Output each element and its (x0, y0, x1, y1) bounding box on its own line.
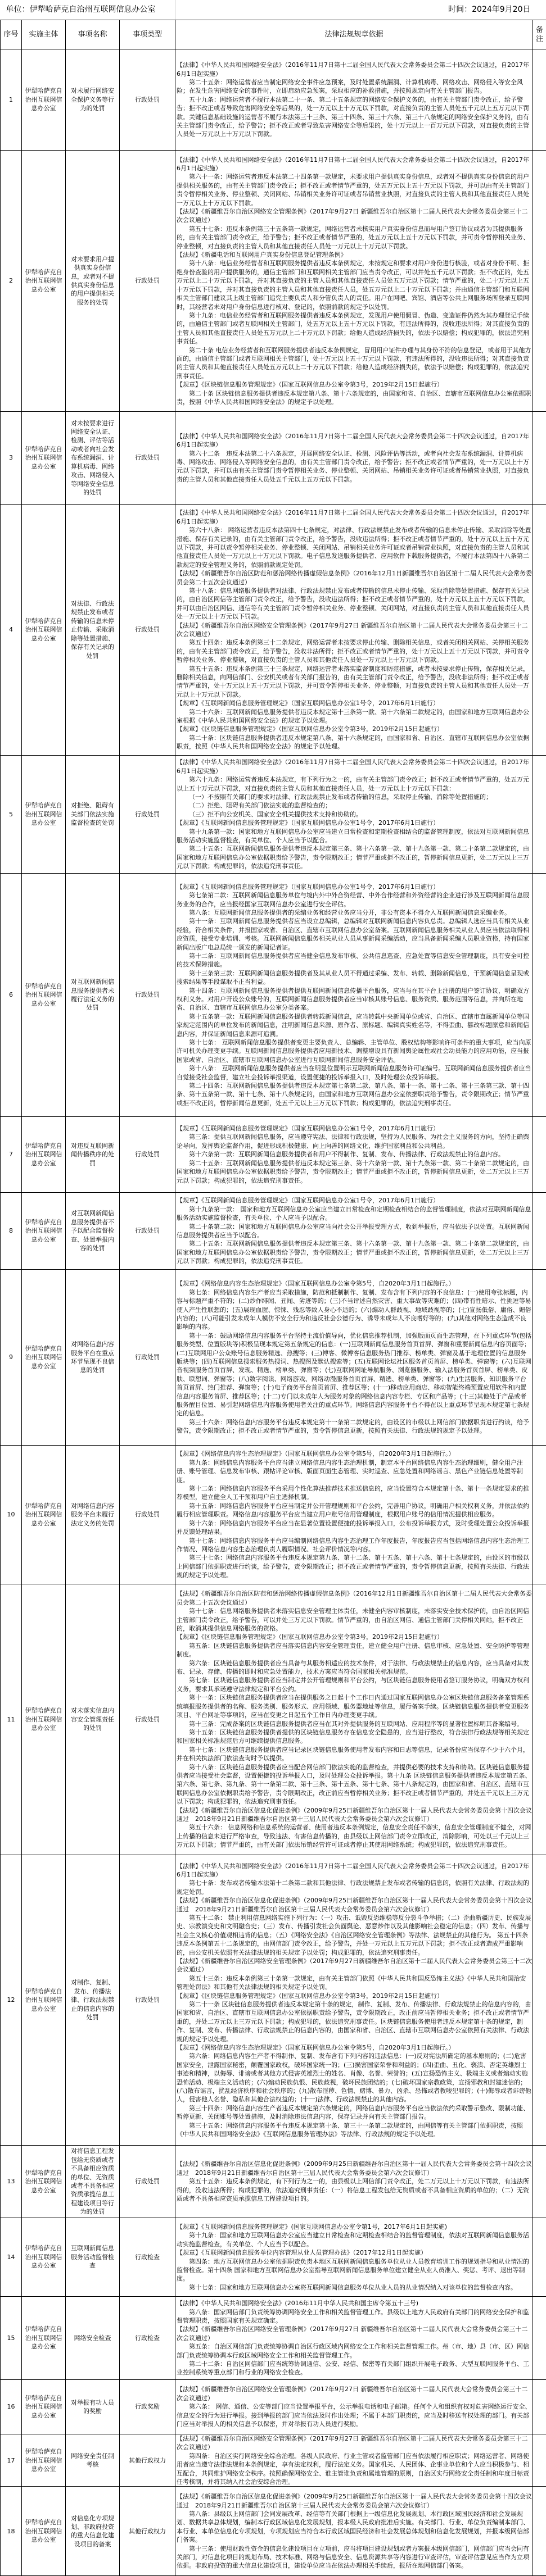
row-legal-basis (175, 874, 533, 1117)
row-subject: 伊犁哈萨克自治州互联网信息办公室 (22, 1446, 66, 1584)
col-header-note: 备注 (533, 20, 546, 49)
row-legal-basis (175, 1193, 533, 1270)
row-item-type: 行政处罚 (120, 49, 175, 151)
basis-article: 第十二条：网络信息内容服务平台采用个性化算法推荐技术推送信息的，应当设置符合本规定第十条、第十一条规定要求的推荐模型，建立健全人工干预和用户自主选择机制。 (177, 1485, 529, 1501)
row-item-name: 对违反互联网新闻传播秩序的处罚 (66, 1117, 120, 1193)
basis-article: 第三十四条：网络信息内容生产者违反本规定第六条规定的，网络信息内容服务平台应当依法依约采取警示整改、限制功能、暂停更新、关闭账号等处置措施，及时消除违法信息内容，保存记录并向有关主管部门报告。 (177, 2104, 529, 2121)
row-note (533, 412, 546, 505)
row-note (533, 874, 546, 1117)
title-row (1, 0, 546, 20)
row-seq: 2 (1, 151, 22, 412)
title-blank (533, 0, 546, 20)
basis-article: 第十八条： 互联网新闻信息服务提供者应当在明显位置明示互联网新闻信息服务许可证编号。互联网新闻信息服务提供者应当自觉接受社会监督，建立社会投诉举报渠道，设置便捷的投诉举报入口，及时处理公众投诉举报。 (177, 1065, 531, 1081)
basis-source: 【规章】《区块链信息服务管理规定》（国家互联网信息办公室令第3号，2019年2月15日起施行） (177, 1633, 443, 1641)
row-seq: 18 (1, 2487, 22, 2576)
basis-article: 第二十条 电信业务经营者和互联网服务提供者违反本条例规定，冒用用户证件办理与其身份不符的信息登记，或者用于其他方面的，由通信主管部门或者互联网相关主管部门，处十万元以上五十万元以下罚款，有违法所得的，没收违法所得；对其直接负责的主管人员和其他直接责任人员处五万元以上二十万元以下罚款；给他人造成经济损失的，依法予以赔偿；构成犯罪的，依法追究刑事责任。 (177, 346, 531, 380)
basis-source: 【法规】《新疆维吾尔自治区信息化促进条例》（2009年9月25日新疆维吾尔自治区第十一届人民代表大会常务委员会第十四次会议通过 2018年9月21日新疆维吾尔自治区第十三届人民代表大会常务委员会第六次会议修订） (177, 1897, 532, 1913)
row-subject: 伊犁哈萨克自治州互联网信息办公室 (22, 874, 66, 1117)
row-legal-basis (175, 1270, 533, 1446)
row-subject: 伊犁哈萨克自治州互联网信息办公室 (22, 2218, 66, 2297)
basis-article: 第二十五条：网络运营者应当制定网络安全事件应急预案，及时处置系统漏洞、计算机病毒、网络攻击、网络侵入等安全风险；在发生危害网络安全的事件时，立即启动应急预案，采取相应的补救措施，并按照规定向有关主管部门报告。 (177, 78, 523, 95)
basis-article: 第五条：区块链信息服务提供者应当落实信息内容安全管理责任，建立健全用户注册、信息审核、应急处置、安全防护等管理制度。 (177, 1642, 529, 1659)
table-row (1, 2434, 546, 2487)
basis-article: 第十五条：网络信息内容服务平台应当制定并公开管理规则和平台公约，完善用户协议，明确用户相关权利义务，并依法依约履行相应管理职责。网络信息内容服务平台应当建立用户账号信用管理制度，根据用户账号的信用情况提供相应服务。 (177, 1502, 529, 1519)
row-legal-basis (175, 1446, 533, 1584)
row-seq: 14 (1, 2218, 22, 2297)
basis-article: （一）不按照有关部门的要求对法律、行政法规禁止发布或者传输的信息，采取停止传输、消除等处置措施的； (189, 793, 492, 801)
basis-source: 【规章】《区块链信息服务管理规定》（国家互联网信息办公室令第3号，2019年2月15日起施行） (177, 725, 443, 733)
row-note (533, 2297, 546, 2380)
table-row (1, 505, 546, 756)
row-note (533, 1193, 546, 1270)
basis-article: 第八条：县级以上网信部门会同发展改革、经信等有关部门根据上一级信息化发展规划、本行政区域国民经济和社会发展规划、数据共享总体规划，编制本行政区域信息化发展规划，报本级人民政府批准后实施。有关部门、行业、单位负责编制本部门、本行业、本单位信息化专项规划，专项规划应当符合本行政区域国民经济和社会发展总体规划和信息化发展规划，并报本级网信部门备案。 (177, 2510, 529, 2544)
row-seq: 13 (1, 2146, 22, 2218)
table-row (1, 412, 546, 505)
basis-article: 第五十六条： 信息网络和信息系统的运营者、使用者违反本条例规定，信息安全责任不落实，信息安全管理制度不健全，对网上传播的信息未进行严格审查，导致违法、有害信息传播的，由县级以上网信部门责令立即改正，消除影响，可处以三千元以上三万元以下罚款；情节严重的，由有关部门依法吊销经营许可证或者停止其使用网络系统；构成犯罪的，依法追究刑事责任。 (177, 1824, 531, 1849)
row-subject: 伊犁哈萨克自治州互联网信息办公室 (22, 1584, 66, 1855)
basis-article: 第十九条：国家和地方互联网信息办公室应当建立日常检查和定期检查相结合的监督管理制度，依法对互联网新闻信息服务活动实施监督检查，有关单位、个人应当予以配合。 (177, 2232, 529, 2248)
date-label: 时间：2024年9月20日 (175, 0, 533, 20)
basis-article: 第五十五条：违反本条例规定，有下列行为之一的，由县级以上网信部门责令改正，处二万元以上十万元以下罚款，有违法所得的，没收违法所得；构成犯罪的，依法追究刑事责任：（一）将信息工程发包给无资质或者不具备相应资质的单位的；（二）无资质或者不具备相应资质承揽信息工程建设项目的。 (177, 2178, 529, 2203)
row-subject: 伊犁哈萨克自治州互联网信息办公室 (22, 1117, 66, 1193)
basis-source: 【法律】《中华人民共和国网络安全法》（2016年11月7日第十二届全国人民代表大会常务委员会第二十四次会议通过，自2017年6月1日起实施） (177, 758, 529, 775)
row-item-name: 对未履行网络安全保护义务等行为的处罚 (66, 49, 120, 151)
basis-article: 第十九条：电信业务经营者和互联网服务提供者违反本条例规定，发现用户使用假冒、伪造、变造证件仍然为其办理登记手续的，由通信主管部门或者互联网相关主管部门，处五万元以上五十万元以下罚款，有违法所得的，没收违法所得；对其直接负责的主管人员和其他直接责任人员处五万元以上二十万元以下罚款；给他人造成经济损失的，依法予以赔偿；构成犯罪的，依法追究刑事责任。 (177, 311, 529, 346)
basis-article: 第六十八条： 网络运营者违反本法第四十七条规定，对法律、行政法规禁止发布或者传输的信息未停止传输、采取消除等处置措施、保存有关记录的，由有关主管部门责令改正，给予警告，没收违法所得；拒不改正或者情节严重的，处十万元以上五十万元以下罚款，并可以责令暂停相关业务、停业整顿、关闭网站、吊销相关业务许可证或者吊销营业执照，对直接负责的主管人员和其他直接责任人员处一万元以上十万元以下罚款。电子信息发送服务提供者、应用软件下载服务提供者，不履行本法第四十八条第二款规定的安全管理义务的，依照前款规定处罚。 (177, 526, 531, 569)
basis-article: 第十七条：区块链信息服务提供者应当记录区块链信息服务使用者发布内容和日志等信息，记录备份应当保存不少于六个月，并在相关执法部门依法查询时予以提供。 (177, 1746, 529, 1762)
basis-article: 第十三条第三款：互联网新闻信息服务提供者及其从业人员不得通过采编、发布、转载、删除新闻信息，干预新闻信息呈现或搜索结果等手段谋取不正当利益。 (177, 969, 529, 986)
row-legal-basis (175, 1117, 533, 1193)
row-note (533, 151, 546, 412)
basis-article: 第四条：地方互联网信息办公室依据职责负责本地区互联网新闻信息服务单位从业人员教育培训工作的规划指导和从业情况的监督检查。第十四条 国家和地方互联网信息办公室指导互联网新闻信息服务单位建立健全从业人员准入、奖惩、考评、退出等制度。 (177, 2257, 529, 2283)
row-item-name: 网络安全责任制考核 (66, 2434, 120, 2487)
row-note (533, 2146, 546, 2218)
row-legal-basis (175, 2434, 533, 2487)
row-subject: 伊犁哈萨克自治州互联网信息办公室 (22, 1193, 66, 1270)
table-row (1, 1855, 546, 2146)
basis-article: 第十四条：互联网新闻信息服务提供者提供互联网新闻信息传播平台服务，应当与在其平台上注册的用户签订协议，明确双方权利义务。对用户开设公众账号的，互联网新闻信息服务提供者应当审核其账号信息、服务资质、服务范围等信息，并向所在地省、自治区、直辖市互联网信息办公室分类备案。 (177, 987, 529, 1012)
row-seq: 10 (1, 1446, 22, 1584)
row-item-type: 行政处罚 (120, 1446, 175, 1584)
row-seq: 3 (1, 412, 22, 505)
table-row (1, 1446, 546, 1584)
row-subject: 伊犁哈萨克自治州互联网信息办公室 (22, 2146, 66, 2218)
table-row (1, 2487, 546, 2576)
basis-article: 五十九条：网络运营者不履行本法第二十一条、第二十五条规定的网络安全保护义务的，由有关主管部门责令改正，给予警告；拒不改正或者导致危害网络安全等后果的，处一万元以上十万元以下罚款，对直接负责的主管人员处五千元以上五万元以下罚款。关键信息基础设施的运营者不履行本法第三十三条、第三十四条、第三十六条、第三十八条规定的网络安全保护义务的，由有关主管部门责令改正，给予警告；拒不改正或者导致危害网络安全等后果的，处十万元以上一百万元以下罚款，对直接负责的主管人员处一万元以上十万元以下罚款。 (177, 96, 529, 138)
row-legal-basis (175, 2487, 533, 2576)
table-row (1, 151, 546, 412)
row-note (533, 1270, 546, 1446)
table-row (1, 2218, 546, 2297)
basis-source: 【法律】《中华人民共和国网络安全法》（2016年11月7日第十二届全国人民代表大会常务委员会第二十四次会议通过，自2017年6月1日起实施） (177, 156, 529, 172)
basis-source: 【规章】《互联网新闻信息服务管理规定》（国家互联网信息办公室1号令，2017年6月1日施行） (177, 1125, 439, 1133)
basis-article: 第二十条 区块链信息服务提供者违反本规定第八条、第十六条规定的，由国家和省、自治区、直辖市互联网信息办公室依据职责，按照《中华人民共和国网络安全法》的规定予以处理。 (177, 389, 531, 406)
basis-source: 【法规】《新疆维吾尔自治区网络安全管理条例》（2017年9月27日 新疆维吾尔自治区第十二届人民代表大会常务委员会第三十二次会议通过） (177, 2386, 528, 2402)
row-note (533, 49, 546, 151)
basis-article: 第五十三条：违反本条例第三十条第一款规定，由有关主管部门依照《中华人民共和国反恐怖主义法》《中华人民共和国治安管理处罚法》和其他有关法律法规的相关规定予以处罚。 (177, 1974, 526, 1991)
row-item-name: 对举报有功人员的奖励 (66, 2380, 120, 2434)
basis-article: 第十六条：网络信息内容服务平台应当在显著位置设置便捷的投诉举报入口，公布投诉举报方式，及时受理处置公众投诉举报并反馈处理结果。 (177, 1519, 529, 1536)
row-item-type: 行政处罚 (120, 1193, 175, 1270)
row-legal-basis (175, 412, 533, 505)
row-note (533, 1446, 546, 1584)
basis-article: 第十八条：区块链信息服务提供者应当配合网信部门依法实施的监督检查，并提供必要的技术支持和协助。区块链信息服务提供者应当接受社会监督，设置便捷的投诉举报入口，及时处理公众投诉举报。第十九条 区块链信息服务提供者违反本规定第五条、第六条、第七条、第九条、第十一条第二款、第十三条、第十五条、第十七条、第十八条规定的，由国家和省、自治区、直辖市互联网信息办公室依据职责给予警告，责令限期改正，改正前应当暂停相关业务；拒不改正或者情节严重的，并处五千元以上三万元以下罚款；构成犯罪的，依法追究刑事责任。 (177, 1763, 531, 1806)
basis-source: 【规章】《互联网新闻信息服务管理规定》（国家互联网信息办公室1号令，2017年6月1日施行） (177, 883, 439, 891)
row-note (533, 2218, 546, 2297)
row-note (533, 1117, 546, 1193)
row-item-type: 行政处罚 (120, 1584, 175, 1855)
basis-article: 第三十七条：网络信息内容服务平台违反本规定第九条、第十二条、第十五条、第十六条、第十七条规定的，由设区的市级以上网信部门依据职责进行约谈，给予警告，责令限期改正；拒不改正或者情节严重的，责令暂停信息更新，按照有关法律、行政法规的规定予以处理。 (177, 1554, 529, 1579)
basis-source: 【法规】《新疆维吾尔自治区信息化促进条例》（2009年9月25日新疆维吾尔自治区第十一届人民代表大会常务委员会第十四次会议通过 2018年9月21日新疆维吾尔自治区第十三届人民代表大会常务委员会第六次会议修订） (177, 1806, 532, 1823)
row-note (533, 1584, 546, 1855)
row-note (533, 2380, 546, 2434)
row-legal-basis (175, 2297, 533, 2380)
row-subject: 伊犁哈萨克自治州互联网信息办公室 (22, 151, 66, 412)
row-item-type: 行政处罚 (120, 1117, 175, 1193)
col-header-name: 事项名称 (66, 20, 120, 49)
row-legal-basis (175, 2146, 533, 2218)
basis-article: （三）拒不向公安机关、国家安全机关提供技术支持和协助的。 (189, 810, 362, 818)
basis-source: 【法律】《中华人民共和国网络安全法》（2016年11月7日第十二届全国人民代表大会常务委员会第二十四次会议通过，自2017年6月1日起实施） (177, 61, 529, 78)
row-subject: 伊犁哈萨克自治州互联网信息办公室 (22, 2380, 66, 2434)
basis-article: 第七条第二款：互联网新闻信息服务单位与境内外中外合资经营、中外合作经营和外资经营的企业进行涉及互联网新闻信息服务业务的合作，应当报经国家互联网信息办公室进行安全评估。 (177, 892, 529, 908)
row-item-type: 行政处罚 (120, 1855, 175, 2146)
basis-source: 【规章】《互联网新闻信息服务管理规定》（国家互联网信息办公室1号令，2017年6月1日施行） (177, 1197, 439, 1205)
basis-article: 第十七条：国家和地方互联网信息办公室将互联网新闻信息服务单位从业人员的从业情况纳入对该单位的监督检查内容。 (189, 2283, 517, 2291)
row-legal-basis (175, 756, 533, 874)
basis-article: 第二十条第二款：国家和地方互联网信息办公室应当向社会公开举报受理方式，收到举报后，应当依法予以处置。互联网新闻信息服务提供者应当予以配合。 (177, 1223, 529, 1239)
basis-article: 第六十二条 违反本法第二十六条规定，开展网络安全认证、检测、风险评估等活动，或者向社会发布系统漏洞、计算机病毒、网络攻击、网络侵入等网络安全信息的，由有关主管部门责令改正，给予警告；拒不改正或者情节严重的，处一万元以上十万元以下罚款，并可以由有关主管部门责令暂停相关业务、停业整顿、关闭网站、吊销相关业务许可证或者吊销营业执照，对直接负责的主管人员和其他直接责任人员处五千元以上五万元以下罚款。 (177, 449, 529, 483)
row-item-name: 对制作、复制、发布、传播法律、行政法规禁止的信息内容的处罚 (66, 1855, 120, 2146)
basis-article: 第三十五条：网络信息内容服务平台违反本规定第十条、第三十一条第二款规定的，由网信等有关主管部门依据职责，按照《中华人民共和国网络安全法》《互联网信息服务管理办法》等法律、行政法规的规定予以处理。 (177, 2121, 523, 2138)
basis-article: 第十七条： 互联网新闻信息服务提供者变更主要负责人、总编辑、主管单位、股权结构等影响许可条件的重大事项，应当向原许可机关办理变更手续。互联网新闻信息服务提供者应用新技术、调整增设具有新闻舆论属性或社会动员能力的应用功能，应当报国家或省、自治区、直辖市互联网信息办公室进行互联网新闻信息服务安全评估。 (177, 1039, 531, 1064)
basis-article: 第十九条第一款： 国家和地方互联网信息办公室应当建立日常检查和定期检查相结合的监督管理制度，依法对互联网新闻信息服务活动实施监督检查，有关单位、个人应当予以配合。 (177, 1205, 531, 1222)
unit-label: 单位：伊犁哈萨克自治州互联网信息办公室 (1, 0, 175, 20)
row-seq: 15 (1, 2297, 22, 2380)
basis-source: 【法规】《新疆维吾尔自治区网络安全管理条例》（2017年9月27日新疆维吾尔自治区第十二届人民代表大会常务委员会第三十二次会议通过） (177, 1957, 532, 1974)
row-legal-basis (175, 151, 533, 412)
row-item-type: 行政奖励 (120, 2380, 175, 2434)
table-row (1, 2380, 546, 2434)
basis-source: 【法规】《新疆维吾尔自治区网络安全管理条例》（2017年9月27日 新疆维吾尔自治区第十二届人民代表大会常务委员会第三十二次会议通过） (177, 2325, 528, 2342)
basis-article: 第二十四条：互联网新闻信息服务提供者违反本规定第七条第二款、第八条、第十一条、第十二条、第十三条第三款、第十四条、第十五条第一款、第十七条、第十八条规定的，由国家和地方互联网信息办公室依据职责给予警告，责令限期改正；情节严重或拒不改正的，暂停新闻信息更新，处五千元以上三万元以下罚款；构成犯罪的，依法追究刑事责任。 (177, 1082, 529, 1107)
basis-article: 第十七条：网络信息内容服务平台应当编制网络信息内容生态治理工作年度报告，年度报告应当包括网络信息内容生态治理工作情况、网络信息内容生态治理负责人履职情况、社会评价情况等内容。 (177, 1537, 529, 1553)
basis-source: 【法规】《新疆维吾尔自治区网络安全管理条例》（2017年9月27日 新疆维吾尔自治区第十二届人民代表大会常务委员会第三十二次会议通过） (177, 621, 528, 638)
row-item-type: 行政处罚 (120, 2146, 175, 2218)
basis-article: 第十五条：区块链信息服务提供者提供的区块链信息服务存在信息安全隐患的，应当进行整改，符合法律行政法规等相关规定和国家相关标准规范后方可继续提供信息服务。 (177, 1728, 529, 1745)
row-item-type: 行政处罚 (120, 756, 175, 874)
row-subject: 伊犁哈萨克自治州互联网信息办公室 (22, 756, 66, 874)
row-note (533, 2434, 546, 2487)
row-seq: 9 (1, 1270, 22, 1446)
row-item-name: 对互联网新闻信息服务提供者未履行法定义务的处罚 (66, 874, 120, 1117)
col-header-basis: 法律法规规章依据 (175, 20, 533, 49)
col-header-subject: 实施主体 (22, 20, 66, 49)
row-item-type: 其他行政权力 (120, 2487, 175, 2576)
basis-source: 【法规】《新疆维吾尔自治区信息化促进条例》（2009年9月25日新疆维吾尔自治区第十一届人民代表大会常务委员会第十四次会议通过 2018年9月21日新疆维吾尔自治区第十三届人民代表大会常务委员会第六次会议修订） (177, 2160, 532, 2177)
basis-article: 第六条： 网信、通信、公安等部门应当设置举报平台，公示举报电话和电子邮箱。任何个人和组织有权对危害网络运行安全、信息安全的行为进行举报。接到举报的部门应当依法及时作出处理；不属于本部门职责的，应当及时移送有权处理的部门。有关部门应当对举报人的相关信息予以保密，并对举报有功人员进行奖励。 (177, 2403, 531, 2428)
row-legal-basis (175, 505, 533, 756)
row-note (533, 2487, 546, 2576)
row-subject: 伊犁哈萨克自治州互联网信息办公室 (22, 412, 66, 505)
basis-article: 第三条：提供互联网新闻信息服务，应当遵守宪法、法律和行政法规，坚持为人民服务、为社会主义服务的方向，坚持正确舆论导向，发挥舆论监督作用，促进形成积极健康、向上向善的网络文化，维护国家利益和公共利益。 (177, 1133, 529, 1150)
row-seq: 5 (1, 756, 22, 874)
row-subject: 伊犁哈萨克自治州互联网信息办公室 (22, 1270, 66, 1446)
row-item-type: 行政检查 (120, 2297, 175, 2380)
basis-source: 【规章】《网络信息内容生态治理规定》（国家互联网信息办公室令第5号，自2020年3月1日起施行。） (177, 1280, 455, 1288)
basis-article: 第八条：国家网信部门负责统筹协调网络安全工作和相关监督管理工作。县级以上地方人民政府有关部门的网络安全保护和监督管理职责，按照国家有关规定确定。 (177, 2308, 529, 2324)
col-header-seq: 序号 (1, 20, 22, 49)
row-item-name: 对未要求用户提供真实身份信息，或者对不提供真实身份信息的用户提供相关服务的处罚 (66, 151, 120, 412)
row-seq: 11 (1, 1584, 22, 1855)
row-seq: 6 (1, 874, 22, 1117)
row-item-name: 对网络信息内容服务平台未履行法定义务的处罚 (66, 1446, 120, 1584)
basis-article: 第六十一条：网络运营者违反本法第二十四条第一款规定，未要求用户提供真实身份信息，或者对不提供真实身份信息的用户提供相关服务的，由有关主管部门责令改正；拒不改正或者情节严重的，处五万元以上五十万元以下罚款，并可以由有关主管部门责令暂停相关业务、停业整顿、关闭网站、吊销相关业务许可证或者吊销营业执照，对直接负责的主管人员和其他直接责任人员处一万元以上十万元以下罚款。 (177, 173, 529, 207)
table-row (1, 874, 546, 1117)
row-subject: 伊犁哈萨克自治州互联网信息办公室 (22, 2434, 66, 2487)
row-legal-basis (175, 1584, 533, 1855)
basis-article: 第三十六条：网络信息内容服务平台违反本规定第十一条第二款规定的，由设区的市级以上网信部门依据职责进行约谈，给予警告，责令限期改正；拒不改正或者情节严重的，责令暂停信息更新，按照有关法律、行政法规的规定予以处理。 (177, 1418, 529, 1435)
basis-article: 第二十二条：自治区网信部门应当统筹协调通信、公安、经信、保密等有关部门组织开展电子政务、大型互联网服务平台、工业控制系统等重点部门和行业的网络安全检查。 (177, 2360, 529, 2377)
basis-source: 【法律】《中华人民共和国网络安全法》（2016年11月7日第十二届全国人民代表大会常务委员会第二十四次会议通过，自2017年6月1日起实施） (177, 432, 529, 449)
table-row (1, 756, 546, 874)
basis-article: 第十七条：信息网络服务提供者未落实信息安全管理主体责任，未健全内容审核制度，未落实安全技术保护的，由自治区网信主管部门责令改正，给予警告，可以并处三万元以下罚款。情节严重的，由自治区网信、通信主管部门关停相关网站，拒不改正的，取消其提供信息网络服务的资格。 (177, 1607, 529, 1633)
row-item-name: 对法律、行政法规禁止发布或者传输的信息未停止传输、采取消除等处置措施、保存有关记录的处罚 (66, 505, 120, 756)
row-item-type: 行政处罚 (120, 874, 175, 1117)
row-seq: 8 (1, 1193, 22, 1270)
row-seq: 4 (1, 505, 22, 756)
basis-article: 第五十七条：违反本条例第三十五条第一款规定，网络运营者未核实用户真实身份信息而与用户签订协议或者为其提供服务的，由有关主管部门责令改正，给予警告；拒不改正或者情节严重的，处五万元以上五十万元以下罚款，并可责令暂停相关业务、停业整顿，对直接负责的主管人员和其他直接责任人员处一万元以上十万元以下罚款。 (177, 225, 529, 250)
basis-article: 第十一条：区块链信息服务提供者应当在提供服务之日起十个工作日内通过国家互联网信息办公室区块链信息服务备案管理系统填报服务提供者的名称、服务类别、服务形式、应用领域、服务器地址等信息，履行备案手续。区块链信息服务提供者变更服务项目、平台网址等事项的，应当在变更之日起五个工作日内办理变更手续。 (177, 1694, 529, 1719)
row-legal-basis (175, 2380, 533, 2434)
basis-article: 第八条：互联网新闻信息服务提供者的采编业务和经营业务应当分开，非公有资本不得介入互联网新闻信息采编业务。 (189, 908, 511, 916)
basis-article: 第九条：网络信息内容服务平台应当建立网络信息内容生态治理机制，制定本平台网络信息内容生态治理细则，健全用户注册、账号管理、信息发布审核、跟帖评论审核、版面页面生态管理、实时巡查、应急处置和网络谣言、黑色产业链信息处置等制度。 (177, 1459, 523, 1484)
basis-article: 第七条：网络信息内容生产者应当采取措施，防范和抵制制作、复制、发布含有下列内容的不良信息：(一)使用夸张标题，内容与标题严重不符的；(二)炒作绯闻、丑闻、劣迹等的；(三)不当评述自然灾害、重大事故等灾难的；(四)带有性暗示、性挑逗等易使人产生性联想的；(五)展现血腥、惊悚、残忍等致人身心不适的；(六)煽动人群歧视、地域歧视等的；(七)宣扬低俗、庸俗、媚俗内容的；(八)可能引发未成年人模仿不安全行为和违反社会公德行为、诱导未成年人不良嗜好等的；(九)其他对网络生态造成不良影响的内容。 (177, 1288, 531, 1331)
basis-article: 第十一条：鼓励网络信息内容服务平台坚持主流价值导向，优化信息推荐机制，加强版面页面生态管理，在下列重点环节(包括服务类型、位置版块等)积极呈现本规定第五条规定的信息：(一)互联网新闻信息服务首页首屏、弹窗和重要新闻信息内容页面等；(二)互联网用户公众账号信息服务精选、热搜等；(三)博客、微博客信息服务热门推荐、榜单类、弹窗及基于地理位置的信息服务版块等；(四)互联网信息搜索服务热搜词、热搜图及默认搜索等；(五)互联网论坛社区服务首页首屏、榜单类、弹窗等；(六)互联网音视频服务首页首屏、发现、精选、榜单类、弹窗等；(七)互联网网址导航服务、浏览器服务、输入法服务首页首屏、榜单类、皮肤、联想词、弹窗等；(八)数字阅读、网络游戏、网络动漫服务首页首屏、精选、榜单类、弹窗等；(九)生活服务、知识服务平台首页首屏、热门推荐、弹窗等；(十)电子商务平台首页首屏、推荐区等；(十一)移动应用商店、移动智能终端预置应用软件和内置信息内容服务首屏、推荐区等；(十二)专门以未成年人为服务对象的网络信息内容专栏、专区和产品等；(十三)其他处于产品或者服务醒目位置、易引起网络信息内容服务使用者关注的重点环节。网络信息内容服务平台不得在以上重点环节呈现本规定第七条规定的信息。 (177, 1332, 532, 1418)
row-subject: 伊犁哈萨克自治州互联网信息办公室 (22, 2297, 66, 2380)
basis-article: 第十二条：互联网新闻信息服务提供者应当健全信息发布审核、公共信息巡查、应急处置等信息安全管理制度，具有安全可控的技术保障措施。 (177, 952, 529, 969)
row-legal-basis (175, 49, 533, 151)
row-subject: 伊犁哈萨克自治州互联网信息办公室 (22, 505, 66, 756)
row-item-type: 行政处罚 (120, 505, 175, 756)
basis-source: 【法律】《中华人民共和国网络安全法》（2016年11月7日第十二届全国人民代表大会常务委员会第二十四次会议通过，自2017年6月1日起实施） (177, 1862, 529, 1878)
basis-article: 第六十九条：网络运营者违反本法规定，有下列行为之一的，由有关主管部门责令改正；拒不改正或者情节严重的，处五万元以上五十万元以下罚款，对直接负责的主管人员和其他直接责任人员，处一万元以上十万元以下罚款： (177, 776, 529, 792)
basis-article: 第七条：区块链信息服务提供者应当制定并公开管理规则和平台公约，与区块链信息服务使用者签订服务协议，明确双方权利义务，要求其承诺遵守法律规定和平台公约。 (177, 1677, 529, 1693)
basis-source: 【规章】《互联网新闻信息服务单位内容管理从业人员管理办法》（2017年12月1日起实施） (177, 2249, 427, 2257)
basis-article: 第七十条：发布或者传输本法第十二条第二款和其他法律、行政法规禁止发布或者传输的信息的，依照有关法律、行政法规的规定处罚。 (177, 1879, 529, 1896)
basis-article: 第二十五条：互联网新闻信息服务提供者违反本规定第三条、第十六条第一款、第十九条第一款、第二十条第二款规定的，由国家和地方互联网信息办公室依据职责给予警告，责令限期改正；情节严重或拒不改正的，暂停新闻信息更新，处二万元以上三万元以下罚款；构成犯罪的，依法追究刑事责任。 (177, 1159, 529, 1184)
row-item-name: 对网络信息内容服务平台在重点环节呈现不良信息的处罚 (66, 1270, 120, 1446)
basis-article: 第十三条：使用财政性资金的信息化建设项目在立项前，应当将项目建设规划或者方案报本级网信部门，网信部门应当会同有关部门，对信息化项目的规划布局、技术标准、网络与信息安全、信息资源共享等内容进行审查评估，审查评估意见应当作为立项依据。非政府投资的重大信息化建设项目，建设单位应当在依法办理相关手续后，报所在地网信部门备案。 (177, 2545, 529, 2570)
basis-source: 【法规】《新疆电话和互联网用户真实身份信息登记管理条例》 (177, 251, 347, 259)
basis-article: 第十五条第一款：互联网新闻信息服务提供者转载新闻信息，应当转载中央新闻单位或省、自治区、直辖市直属新闻单位等国家规定范围内的单位发布的新闻信息，注明新闻信息来源、原作者、原标题、编辑真实姓名等，不得歪曲、篡改标题原意和新闻信息内容，并保证新闻信息来源可追溯。 (177, 1012, 529, 1038)
row-item-name: 对未落实信息内容安全管理责任的处罚 (66, 1584, 120, 1855)
row-subject: 伊犁哈萨克自治州互联网信息办公室 (22, 49, 66, 151)
row-item-name: 对互联网新闻信息服务提供者不予以配合监督检查、处置举报内容的处罚 (66, 1193, 120, 1270)
row-item-type: 其他行政权力 (120, 2434, 175, 2487)
table-row (1, 2297, 546, 2380)
table-row (1, 1270, 546, 1446)
basis-source: 【法规】《新疆维吾尔自治区信息化促进条例》（2009年9月25日新疆维吾尔自治区第十一届人民代表大会常务委员会第十四次会议通过 2018年9月21日新疆维吾尔自治区第十三届人民代表大会常务委员会第六次会议修订） (177, 2493, 532, 2509)
row-item-name: 网络安全检查 (66, 2297, 120, 2380)
row-subject: 伊犁哈萨克自治州互联网信息办公室 (22, 2487, 66, 2576)
basis-article: 第十八条：电信业务经营者和互联网服务提供者违反本条例规定，未按规定和要求对用户身份进行核验，或者对身份不明、拒绝身份查验的用户提供服务的，通信主管部门和互联网相关主管部门应当责令改正，可以并处五千元以下罚款；拒不改正的，处五万元以上二十万元以下罚款，并对其直接负责的主管人员和其他直接责任人员处五万元以下罚款；情节严重的，处二十万元以上五十万元以下罚款，并对其直接负责的主管人员和其他直接责任人员，处五万元以上二十万元以下罚款；并由通信主管部门和互联网相关主管部门建议其上级主管部门追究主要负责人和分管负责人的责任。用户在网吧、宾馆、酒店等公共上网服务场所登录互联网时，其经营者未对用户身份信息进行核对、登记的，依照前款的规定予以处罚。 (177, 260, 529, 311)
basis-source: 【法律】《中华人民共和国网络安全法》(2016年11月中华人民共和国主席令第五十三号) (177, 2300, 419, 2307)
table-body (1, 49, 546, 2576)
basis-article: 第十六条第一款：互联网新闻信息服务提供者和用户不得制作、复制、发布、传播法律、行政法规禁止的信息内容。 (189, 1151, 504, 1158)
basis-article: 第二十五条：互联网新闻信息服务提供者违反本规定第三条、第十六条第一款、第十九条第一款、第二十条第二款规定的，由国家和地方互联网信息办公室依据职责给予警告，责令限期改正；情节严重或拒不改正的，暂停新闻信息更新，处二万元以上三万元以下罚款；构成犯罪的，依法追究刑事责任。 (177, 1240, 529, 1265)
row-subject: 伊犁哈萨克自治州互联网信息办公室 (22, 1855, 66, 2146)
row-seq: 17 (1, 2434, 22, 2487)
col-header-type: 事项类型 (120, 20, 175, 49)
row-legal-basis (175, 2218, 533, 2297)
basis-source: 【规章】《网络信息内容生态治理规定》（国家互联网信息办公室令第5号，自2020年3月1日起施行。） (177, 1450, 455, 1458)
row-legal-basis (175, 1855, 533, 2146)
table-row (1, 1117, 546, 1193)
basis-source: 【法规】《新疆维吾尔自治区网络安全管理条例》（2017年9月27日 新疆维吾尔自治区第十二届人民代表大会常务委员会第三十二次会议通过） (177, 2435, 528, 2451)
row-note (533, 756, 546, 874)
basis-source: 【规章】《互联网新闻信息服务管理规定》（国家互联网信息办公室1号令，2017年6月1日施行） (177, 819, 439, 827)
basis-article: 第五十五条：违反本条例第三十三条规定，网络运营者未落实监督制度和防范措施，或者未按要求停止传输，保存相关记录，删除相关信息，向网信部门、公安机关或者有关部门报告的，由有关主管部门责令改正，给予警告，没收非法所得；拒不改正或者情节严重的，处十万元以上五十万元以下罚款，并可责令暂停相关业务、停业整顿，对直接负责的主管人员和其他责任人员处一万元以上十万元以下罚款。 (177, 665, 529, 698)
column-header-row (1, 20, 546, 49)
basis-article: 第十八条：信息网络服务提供者对法律、行政法规禁止发布或者传输的信息未停止传输、采取消除等处置措施、保存有关记录的，由自治区网信等主管部门责令改正，给予警告，没收违法所得；拒不改正或者情节严重的，处十万元以上五十万元以下罚款，并可以由自治区网信、通信等有关主管部门责令暂停相关业务、停业整顿、关闭网站，对直接负责的主管人员和其他直接责任人员处一万元以上十万元以下罚款。 (177, 587, 529, 621)
row-note (533, 1855, 546, 2146)
basis-article: 第二十一条 区块链信息服务提供者违反本规定第十条的规定，制作、复制、发布、传播法律、行政法规禁止的信息内容的，由国家和省、自治区、直辖市互联网信息办公室依据职责给予警告，责令限期改正，改正前应当暂停相关业务；拒不改正或者情节严重的，并处二万元以上三万元以下罚款；构成犯罪的，依法追究刑事责任。区块链信息服务使用者违反本规定第十条的规定，制作、复制、发布、传播法律、行政法规禁止的信息内容的，由国家和省、自治区、直辖市互联网信息办公室依照有关法律、行政法规的规定予以处理。 (177, 2001, 531, 2043)
row-item-name: 对拒绝、阻碍有关部门依法实施监督检查的处罚 (66, 756, 120, 874)
basis-article: 第五十四条：违反本条例第三十二条规定，网络运营者未按要求停止传输、删除相关信息，或者关闭相关网站、关停相关服务的，由有关主管部门责令改正，给予警告，没收非法所得；拒不改正或者情节严重的，处十万元以上五十万元以下罚款，并可责令暂停相关业务、停业整顿，对直接负责的主管人员和其他责任人员处一万元以上十万元以下罚款。 (177, 639, 529, 664)
row-seq: 1 (1, 49, 22, 151)
basis-article: 第十三条：完成备案的区块链信息服务提供者应当在其对外提供服务的互联网站、应用程序等的显著位置标明其备案编号。 (189, 1720, 523, 1728)
basis-article: 第六条：网络信息内容生产者不得制作、复制、发布含有下列内容的违法信息：(一)反对宪法所确定的基本原则的；(二)危害国家安全，泄露国家秘密，颠覆国家政权，破坏国家统一的；(三)损害国家荣誉和利益的；(四)歪曲、丑化、亵渎、否定英雄烈士事迹和精神，以侮辱、诽谤或者其他方式侵害英雄烈士的姓名、肖像、名誉、荣誉的；(五)宣扬恐怖主义、极端主义或者煽动实施恐怖活动、极端主义活动的；(六)煽动民族仇恨、民族歧视，破坏民族团结的；(七)破坏国家宗教政策，宣扬邪教和封建迷信的；(八)散布谣言，扰乱经济秩序和社会秩序的；(九)散布淫秽、色情、赌博、暴力、凶杀、恐怖或者教唆犯罪的；(十)侮辱或者诽谤他人，侵害他人名誉、隐私和其他合法权益的；(十一)法律、行政法规禁止的其他内容。 (177, 2052, 531, 2103)
row-item-type: 行政处罚 (120, 1270, 175, 1446)
table-row (1, 1584, 546, 1855)
basis-article: （二）拒绝、阻碍有关部门依法实施的监督检查的； (189, 802, 331, 810)
basis-source: 【法规】《新疆维吾尔自治区防范和惩治网络传播虚假信息条例》（2016年12月1日新疆维吾尔自治区第十二届人民代表大会常务委员会第二十五次会议通过） (177, 1590, 532, 1606)
basis-article: 第十一条：互联网新闻信息服务提供者应当设立总编辑，总编辑对互联网新闻信息内容负总责。总编辑人选应当具有相关从业经验，符合相关条件，并报国家或省、自治区、直辖市互联网信息办公室备案。互联网新闻信息服务相关从业人员应当依法取得相应资质，接受专业培训、考核。互联网新闻信息服务相关从业人员从事新闻采编活动，应当具备新闻采编人员职业资格，持有国家新闻出版广电总局统一颁发的新闻记者证。 (177, 917, 529, 951)
row-item-name: 对信息化专项规划、非政府投资的重大信息化建设项目的备案 (66, 2487, 120, 2576)
basis-article: 第二十五条：互联网新闻信息服务提供者违反本规定第三条、第十六条第一款、第十九条第一款、第二十条第二款规定的，由国家和地方互联网信息办公室依据职责给予警告，责令限期改正；情节严重或拒不改正的，暂停新闻信息更新，处二万元以上三万元以下罚款；构成犯罪的，依法追究刑事责任。 (177, 845, 529, 870)
row-item-type: 行政处罚 (120, 151, 175, 412)
basis-source: 【法规】《新疆维吾尔自治区防范和惩治网络传播虚假信息条例》（2016年12月1日新疆维吾尔自治区第十二届人民代表大会常务委员会第二十五次会议通过） (177, 570, 532, 586)
basis-article: 第六条：区块链信息服务提供者应当具备与其服务相适应的技术条件，对于法律、行政法规禁止的信息内容，应当具备对其发布、记录、存储、传播的即时和应急处置能力，技术方案应当符合国家相关标准规范。 (177, 1659, 529, 1676)
row-seq: 16 (1, 2380, 22, 2434)
row-item-name: 对未按要求进行网络安全认证、检测、评估等活动或者向社会发布系统漏洞、计算机病毒、网络攻击、网络侵入等网络安全信息的处罚 (66, 412, 120, 505)
basis-article: 第十九条第一款：国家和地方互联网信息办公室应当建立日常检查和定期检查相结合的监督管理制度，依法对互联网新闻信息服务活动实施监督检查，有关单位、个人应当予以配合。 (177, 828, 529, 844)
table-row (1, 1193, 546, 1270)
basis-source: 【规章】《网络信息内容生态治理规定》（国家互联网信息办公室令第5号，自2020年3月1日起施行。） (177, 2044, 455, 2052)
basis-article: 第五条：自治区网信部门负责统筹协调自治区行政区域内网络安全工作和相关监督管理工作。州（市、地）县（市、区）网信部门负责统筹协调本行政区域网络安全工作和相关监督管理工作。 (177, 2343, 529, 2359)
table-row (1, 49, 546, 151)
basis-source: 【法规】《新疆维吾尔自治区网络安全管理条例》（2017年9月27日 新疆维吾尔自治区第十二届人民代表大会常务委员会第三十二次会议通过） (177, 208, 528, 224)
row-item-name: 对将信息工程发包给无资质或者不具备相应资质的单位、无资质或者不具备相应资质承揽信息工程建设项目等行为的处罚 (66, 2146, 120, 2218)
basis-source: 【法律】《中华人民共和国网络安全法》（2016年11月7日第十二届全国人民代表大会常务委员会第二十四次会议通过，自2017年6月1日起实施） (177, 509, 529, 525)
basis-article: 第二十条：区块链信息服务提供者违反本规定第八条、第十六条规定的，由国家和省、自治区、直辖市互联网信息办公室依据职责，按照《中华人民共和国网络安全法》的规定予以处理。 (177, 734, 529, 751)
row-item-name: 互联网新闻信息服务活动监督检查 (66, 2218, 120, 2297)
table-row (1, 2146, 546, 2218)
row-note (533, 505, 546, 756)
row-item-type: 行政检查 (120, 2218, 175, 2297)
basis-source: 【规章】《区块链信息服务管理规定》（国家互联网信息办公室令第3号，2019年2月15日起施行） (177, 381, 443, 389)
basis-source: 【规章】《互联网新闻信息服务管理规定》(国家互联网信息办公室令第1号，2017年6月1日起实施) (177, 2223, 448, 2230)
row-item-type: 行政处罚 (120, 412, 175, 505)
basis-article: 第二十六条：互联网新闻信息服务提供者违反本规定第十三条第一款、第十六条第二款规定的，由国家和地方互联网信息办公室根据《中华人民共和国网络安全法》的规定予以处理。 (177, 708, 529, 725)
row-seq: 7 (1, 1117, 22, 1193)
basis-source: 【规章】《区块链信息服务管理规定》（国家互联网信息办公室令第3号，2019年2月15日起施行） (177, 1992, 443, 2000)
basis-article: 第五十二条： 禁止利用信息网络实施下列行为：（一）攻击、诋毁反恐维稳等反分裂斗争举措；（二）歪曲新疆历史、民族发展史、宗教演变史和文明融合史；（三）发布、传播引发社会负面舆论、恶意炒作以及其他影响社会稳定的信息；（四）发布、传播与社会主义核心价值观相违背的信息；（五）《网络安全法》《自治区网络安全管理条例》等法律、法规禁止的其他行为。 第五十四条违反本条例第五十二条规定的，由网信部门责令改正，给予警告，并处一万元以上五万元以下罚款；拒不改正或者造成严重影响的，由公安机关依照有关法律法规的相关规定予以处罚；构成犯罪的，依法追究刑事责任。 (177, 1914, 531, 1956)
basis-source: 【规章】《互联网新闻信息服务管理规定》（国家互联网信息办公室1号令，2017年6月1日施行） (177, 699, 439, 707)
row-seq: 12 (1, 1855, 22, 2146)
basis-article: 第四条：自治区实行网络安全综合治理。各级人民政府、行业主管或者监管部门应当依法履行相应职责；网络运营者、网络使用者应当遵守法律法规和本条例规定，享有法定权利，履行法定义务。国家机关、人民团体、企事业单位和个人应当积极参与、相互配合，共同维护网络安全秩序。按照确保网络安全、谁主管谁负责和属地管理的原则，自治区实行网络安全责任制和年度目标责任考核制，并将其纳入社会治安综合治理。 (177, 2452, 529, 2486)
